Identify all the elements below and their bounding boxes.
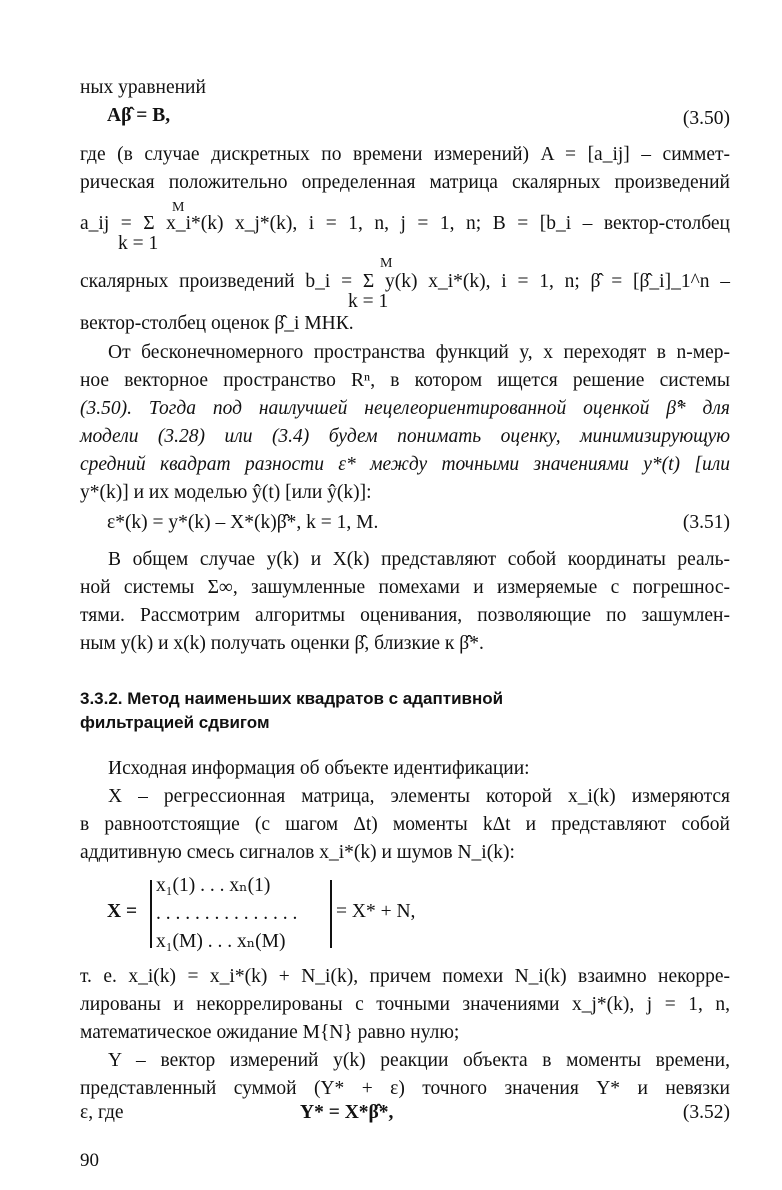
sum-upper-limit: M — [172, 200, 185, 215]
text-line: в равноотстоящие (с шагом Δt) моменты kΔt и представляют собой — [80, 814, 730, 835]
text-line: (3.50). Тогда под наилучшей нецелеориентированной оценкой β̂* для — [80, 398, 730, 419]
section-title: 3.3.2. Метод наименьших квадратов с адаптивной — [80, 689, 504, 708]
matrix-row: x₁(1) . . . xₙ(1) — [156, 875, 271, 896]
text-line: аддитивную смесь сигналов x_i*(k) и шумов N_i(k): — [80, 842, 515, 863]
matrix-left-bar — [150, 880, 152, 948]
text-line: средний квадрат разности ε* между точными значениями y*(t) [или — [80, 454, 730, 475]
equation-number: (3.51) — [682, 512, 730, 533]
text-line: ное векторное пространство Rⁿ, в котором ищется решение системы — [80, 370, 730, 391]
sum-lower-limit: k = 1 — [348, 291, 389, 312]
text-line: где (в случае дискретных по времени измерений) A = [a_ij] – симмет- — [80, 144, 730, 165]
equation-number: (3.50) — [682, 108, 730, 129]
text-line: рическая положительно определенная матрица скалярных произведений — [80, 172, 730, 193]
matrix-lhs: X = — [107, 901, 138, 922]
text-line: y*(k)] и их моделью ŷ(t) [или ŷ(k)]: — [80, 482, 372, 503]
text-line: X – регрессионная матрица, элементы которой x_i(k) измеряются — [108, 786, 730, 807]
equation-3-51: ε*(k) = y*(k) – X*(k)β̂*, k = 1, M. — [107, 512, 379, 533]
text-line: т. е. x_i(k) = x_i*(k) + N_i(k), причем помехи N_i(k) взаимно некорре- — [80, 966, 730, 987]
page-number: 90 — [80, 1150, 99, 1171]
matrix-right-bar — [330, 880, 332, 948]
text-line: лированы и некоррелированы с точными значениями x_j*(k), j = 1, n, — [80, 994, 730, 1015]
sum-lower-limit: k = 1 — [118, 233, 159, 254]
text-line: Y – вектор измерений y(k) реакции объекта в моменты времени, — [108, 1050, 730, 1071]
equation-3-52: Y* = X*β̂*, — [300, 1102, 394, 1123]
sum-upper-limit: M — [380, 256, 393, 271]
text-line: модели (3.28) или (3.4) будем понимать оценку, минимизирующую — [80, 426, 730, 447]
text-line: скалярных произведений b_i = Σ y(k) x_i*(k), i = 1, n; β̂ = [β̂_i]_1^n – — [80, 271, 730, 292]
text-line: представленный суммой (Y* + ε) точного значения Y* и невязки — [80, 1078, 730, 1099]
text-line: ных уравнений — [80, 77, 206, 98]
matrix-row: x₁(M) . . . xₙ(M) — [156, 931, 286, 952]
text-line: a_ij = Σ x_i*(k) x_j*(k), i = 1, n, j = 1, n; B = [b_i – вектор-столбец — [80, 213, 730, 234]
text-line: ной системы Σ∞, зашумленные помехами и измеряемые с погрешнос- — [80, 577, 730, 598]
text-line: вектор-столбец оценок β̂_i МНК. — [80, 313, 354, 334]
text-line: ным y(k) и x(k) получать оценки β̂, близкие к β̂*. — [80, 633, 484, 654]
text-line: тями. Рассмотрим алгоритмы оценивания, позволяющие по зашумлен- — [80, 605, 730, 626]
text-line: Исходная информация об объекте идентификации: — [108, 758, 530, 779]
text-line: От бесконечномерного пространства функций y, x переходят в n-мер- — [108, 342, 730, 363]
equation-3-50: Aβ̂ = B, — [107, 105, 171, 126]
section-title: фильтрацией сдвигом — [80, 713, 270, 732]
matrix-row: . . . . . . . . . . . . . . . — [156, 903, 298, 924]
equation-number: (3.52) — [682, 1102, 730, 1123]
text-line: математическое ожидание M{N} равно нулю; — [80, 1022, 460, 1043]
matrix-rhs: = X* + N, — [336, 901, 416, 922]
text-line: ε, где — [80, 1102, 124, 1123]
text-line: В общем случае y(k) и X(k) представляют собой координаты реаль- — [108, 549, 730, 570]
